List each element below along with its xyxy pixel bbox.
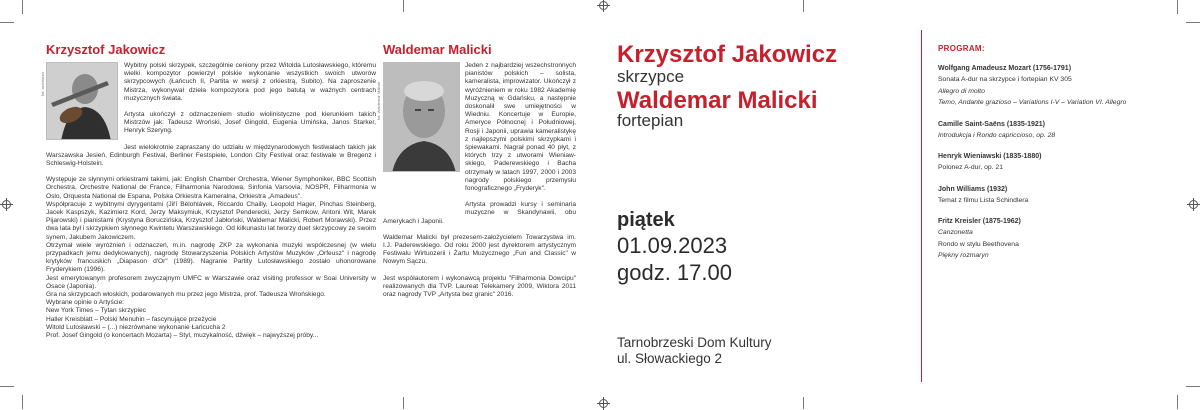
venue-name: Tarnobrzeski Dom Kultury: [617, 335, 772, 350]
composer-name: Wolfgang Amadeusz Mozart (1756-1791): [938, 65, 1072, 72]
work-title: Rondo w stylu Beethovena: [938, 240, 1019, 248]
work-title: Sonata A-dur na skrzypce i fortepian KV 305: [938, 76, 1072, 83]
bio-paragraph: Waldemar Malicki był prezesem-założycielem Towarzystwa im. I.J. Paderewskiego. Od roku 2000 jest dyrektorem artystycznym Festiwalu Wirtuozerii i Żartu Muzycznego „Fun and Classic" w Nowym Sączu.: [383, 233, 576, 266]
bio-paragraph: Współpracuje z wybitnymi dyrygentami (Jiří Bělohlávek, Riccardo Chailly, Leopold Hager, Pinchas Steinberg, Jacek Kaspszyk, Kazimierz Kord, Jerzy Maksymiuk, Krzysztof Penderecki, Jerzy Semkow, Antoni Wit, Marek Pijarowski) i pianistami (Krystyna Boruczińska, Krzysztof Jabłoński, Waldemar Malicki, Robert Morawski). Przez dwa lata był i skrzypkiem słynnego Kwintetu Warszawskiego. Od kilkunastu lat tworzy duet skrzypcowy ze swoim synem, Jakubem Jakowiczem.: [46, 200, 376, 241]
composer-name: Henryk Wieniawski (1835-1880): [938, 153, 1042, 160]
fold-mark: [403, 397, 404, 409]
bio-paragraph: Artysta prowadzi kursy i seminaria muzyczne w Skandynawii, obu Amerykach i Japonii.: [383, 201, 576, 225]
bio-paragraph: Artysta ukończył z odznaczeniem studio wiolinistyczne pod kierunkiem takich Mistrzów jak: Tadeusz Wroński, Josef Gingold, Eugenia Umińska, Janos Starker, Henryk Szeryng.: [124, 111, 376, 135]
program-item: [938, 120, 1178, 142]
program-heading: PROGRAM:: [938, 44, 985, 53]
venue-address: ul. Słowackiego 2: [617, 351, 723, 366]
review-line: Prof. Josef Gingold (o koncertach Mozarta) – Styl, muzykalność, dźwięk – najwyższej próby...: [46, 332, 319, 340]
composer-name: John Williams (1932): [938, 185, 1008, 193]
performer1-name: Krzysztof Jakowicz: [617, 41, 838, 68]
registration-mark-icon: [1189, 200, 1198, 209]
bio-paragraph: Jest wielokrotnie zapraszany do udziału w międzynarodowych festiwalach takich jak Warszawska Jesień, Edinburgh Festival, Berliner Festspiele, London City Festival oraz festiwale w Bregenz i Schleswig-Holstein.: [46, 143, 376, 168]
crop-mark: [1177, 0, 1178, 14]
photo-credit: fot. archiwum: [40, 72, 45, 96]
bio-paragraph: Wybitny polski skrzypek, szczególnie ceniony przez Witolda Lutosławskiego, któremu wielki kompozytor powierzył polskie wykonanie wszystkich swoich utworów skrzypcowych (Łańcuch II, Partita w wersji z orkiestrą, Subito). Na zaproszenie Mistrza, wykonywał dzieła kompozytora pod jego batutą w ważnych centrach muzycznych świata.: [124, 62, 376, 102]
program-item: [938, 64, 1178, 109]
work-title: Introdukcja i Rondo capriccioso, op. 28: [938, 131, 1056, 139]
work-title: Canzonetta: [938, 229, 973, 236]
right-bio-text: [383, 62, 576, 362]
program-item: [938, 217, 1178, 262]
work-title: Temat z filmu Lista Schindlera: [938, 196, 1029, 204]
photo-credit: fot. Waldemar Malicki: [376, 81, 381, 120]
registration-mark-icon: [599, 399, 608, 408]
program-divider: [921, 30, 922, 382]
review-line: Haller Kreisblatt – Polski Menuhin – fascynujące przeżycie: [46, 315, 217, 323]
bio-paragraph: Jest emerytowanym profesorem zwyczajnym UMFC w Warszawie oraz visiting professor w Soai University w Osace (Japonia).: [46, 274, 376, 290]
crop-mark: [1186, 386, 1200, 387]
bio-paragraph: Gra na skrzypcach włoskich, podarowanych mu przez jego Mistrza, prof. Tadeusza Wrońskiego.: [46, 291, 326, 299]
bio-paragraph: Jest współautorem i wykonawcą projektu "Filharmonia Dowcipu" realizowanych dla TVP. Laureat Telekamery 2009, Wiktora 2011 oraz nagrody TVP „Artysta bez granic" 2016.: [383, 274, 576, 299]
composer-name: Fritz Kreisler (1875-1962): [938, 218, 1021, 225]
review-line: New York Times – Tytan skrzypiec: [46, 307, 146, 315]
performer1-instrument: skrzypce: [617, 67, 685, 86]
concert-time: godz. 17.00: [617, 260, 732, 285]
work-movement: Allegro di molto: [938, 87, 985, 95]
reviews-intro: Wybrane opinie o Artyście:: [46, 299, 125, 307]
performer2-name: Waldemar Malicki: [617, 87, 818, 114]
crop-mark: [22, 0, 23, 14]
bio-paragraph: Występuje ze słynnymi orkiestrami takimi, jak: English Chamber Orchestra, Wiener Symphoniker, BBC Scottish Orchestra, Orchestre National de France, Filharmonia Narodowa, Sinfonia Varsovia, NOSPR, Filharmonia w Oslo, Orquesta National de Espana, Polska Orkiestra Kameralna, Orkiestra „Amadeus".: [46, 176, 376, 200]
concert-date: 01.09.2023: [617, 233, 728, 258]
program-item: [938, 152, 1178, 174]
fold-mark: [803, 0, 804, 12]
performer2-instrument: fortepian: [617, 111, 684, 130]
left-bio-text: [46, 62, 376, 362]
crop-mark: [22, 395, 23, 409]
program-list: [938, 64, 1178, 273]
left-bio-title: Krzysztof Jakowicz: [46, 42, 166, 57]
concert-day: piątek: [617, 209, 675, 231]
review-line: Witold Lutosławski – (...) niezrównane wykonanie Łańcucha 2: [46, 323, 226, 331]
crop-mark: [1186, 22, 1200, 23]
right-bio-float-spacer: [383, 62, 465, 210]
work-title: Piękny rozmaryn: [938, 252, 989, 259]
fold-mark: [803, 397, 804, 409]
composer-name: Camille Saint-Saëns (1835-1921): [938, 120, 1045, 128]
fold-mark: [403, 0, 404, 12]
bio-paragraph: Jeden z najbardziej wszechstronnych pianistów polskich – solista, kameralista, improwizator. Ukończył z wyróżnieniem w roku 1982 Akademię Muzyczną w Gdańsku, a następnie doskonalił swe umiejętności w Wiedniu. Koncertuje w Europie, Ameryce Północnej i Południowej, Rosji i Japonii, uprawia kameralistykę z najlepszymi polskimi skrzypkami i śpiewakami. Nagrał ponad 40 płyt, z których trzy z utworami Wieniawskiego, Paderewskiego i Bacha otrzymały w latach 1997, 2000 i 2003 nagrody polskiego przemysłu fonograficznego „Fryderyk".: [465, 62, 576, 193]
work-movement: Temo, Andante grazioso – Variations I-V – Variation VI. Allegro: [938, 99, 1127, 106]
crop-mark: [1177, 395, 1178, 409]
crop-mark: [0, 386, 14, 387]
left-bio-float-spacer: [46, 62, 124, 147]
bio-paragraph: Otrzymał wiele wyróżnień i odznaczeń, m.in. nagrodę ZKP za wykonania muzyki współczesnej (w wielu przypadkach jemu dedykowanych), nagrodę Stowarzyszenia Polskich Artystów Muzyków „Orfeusz" i nagrodę krytyków francuskich „Diapason d'Or" (1989). Nagranie Partity Lutosławskiego zostało uhonorowane Fryderykiem (1996).: [46, 241, 376, 274]
registration-mark-icon: [599, 1, 608, 10]
crop-mark: [0, 22, 14, 23]
registration-mark-icon: [2, 200, 11, 209]
work-title: Polonez A-dur, op. 21: [938, 164, 1003, 171]
program-item: [938, 185, 1178, 207]
right-bio-title: Waldemar Malicki: [383, 42, 492, 57]
